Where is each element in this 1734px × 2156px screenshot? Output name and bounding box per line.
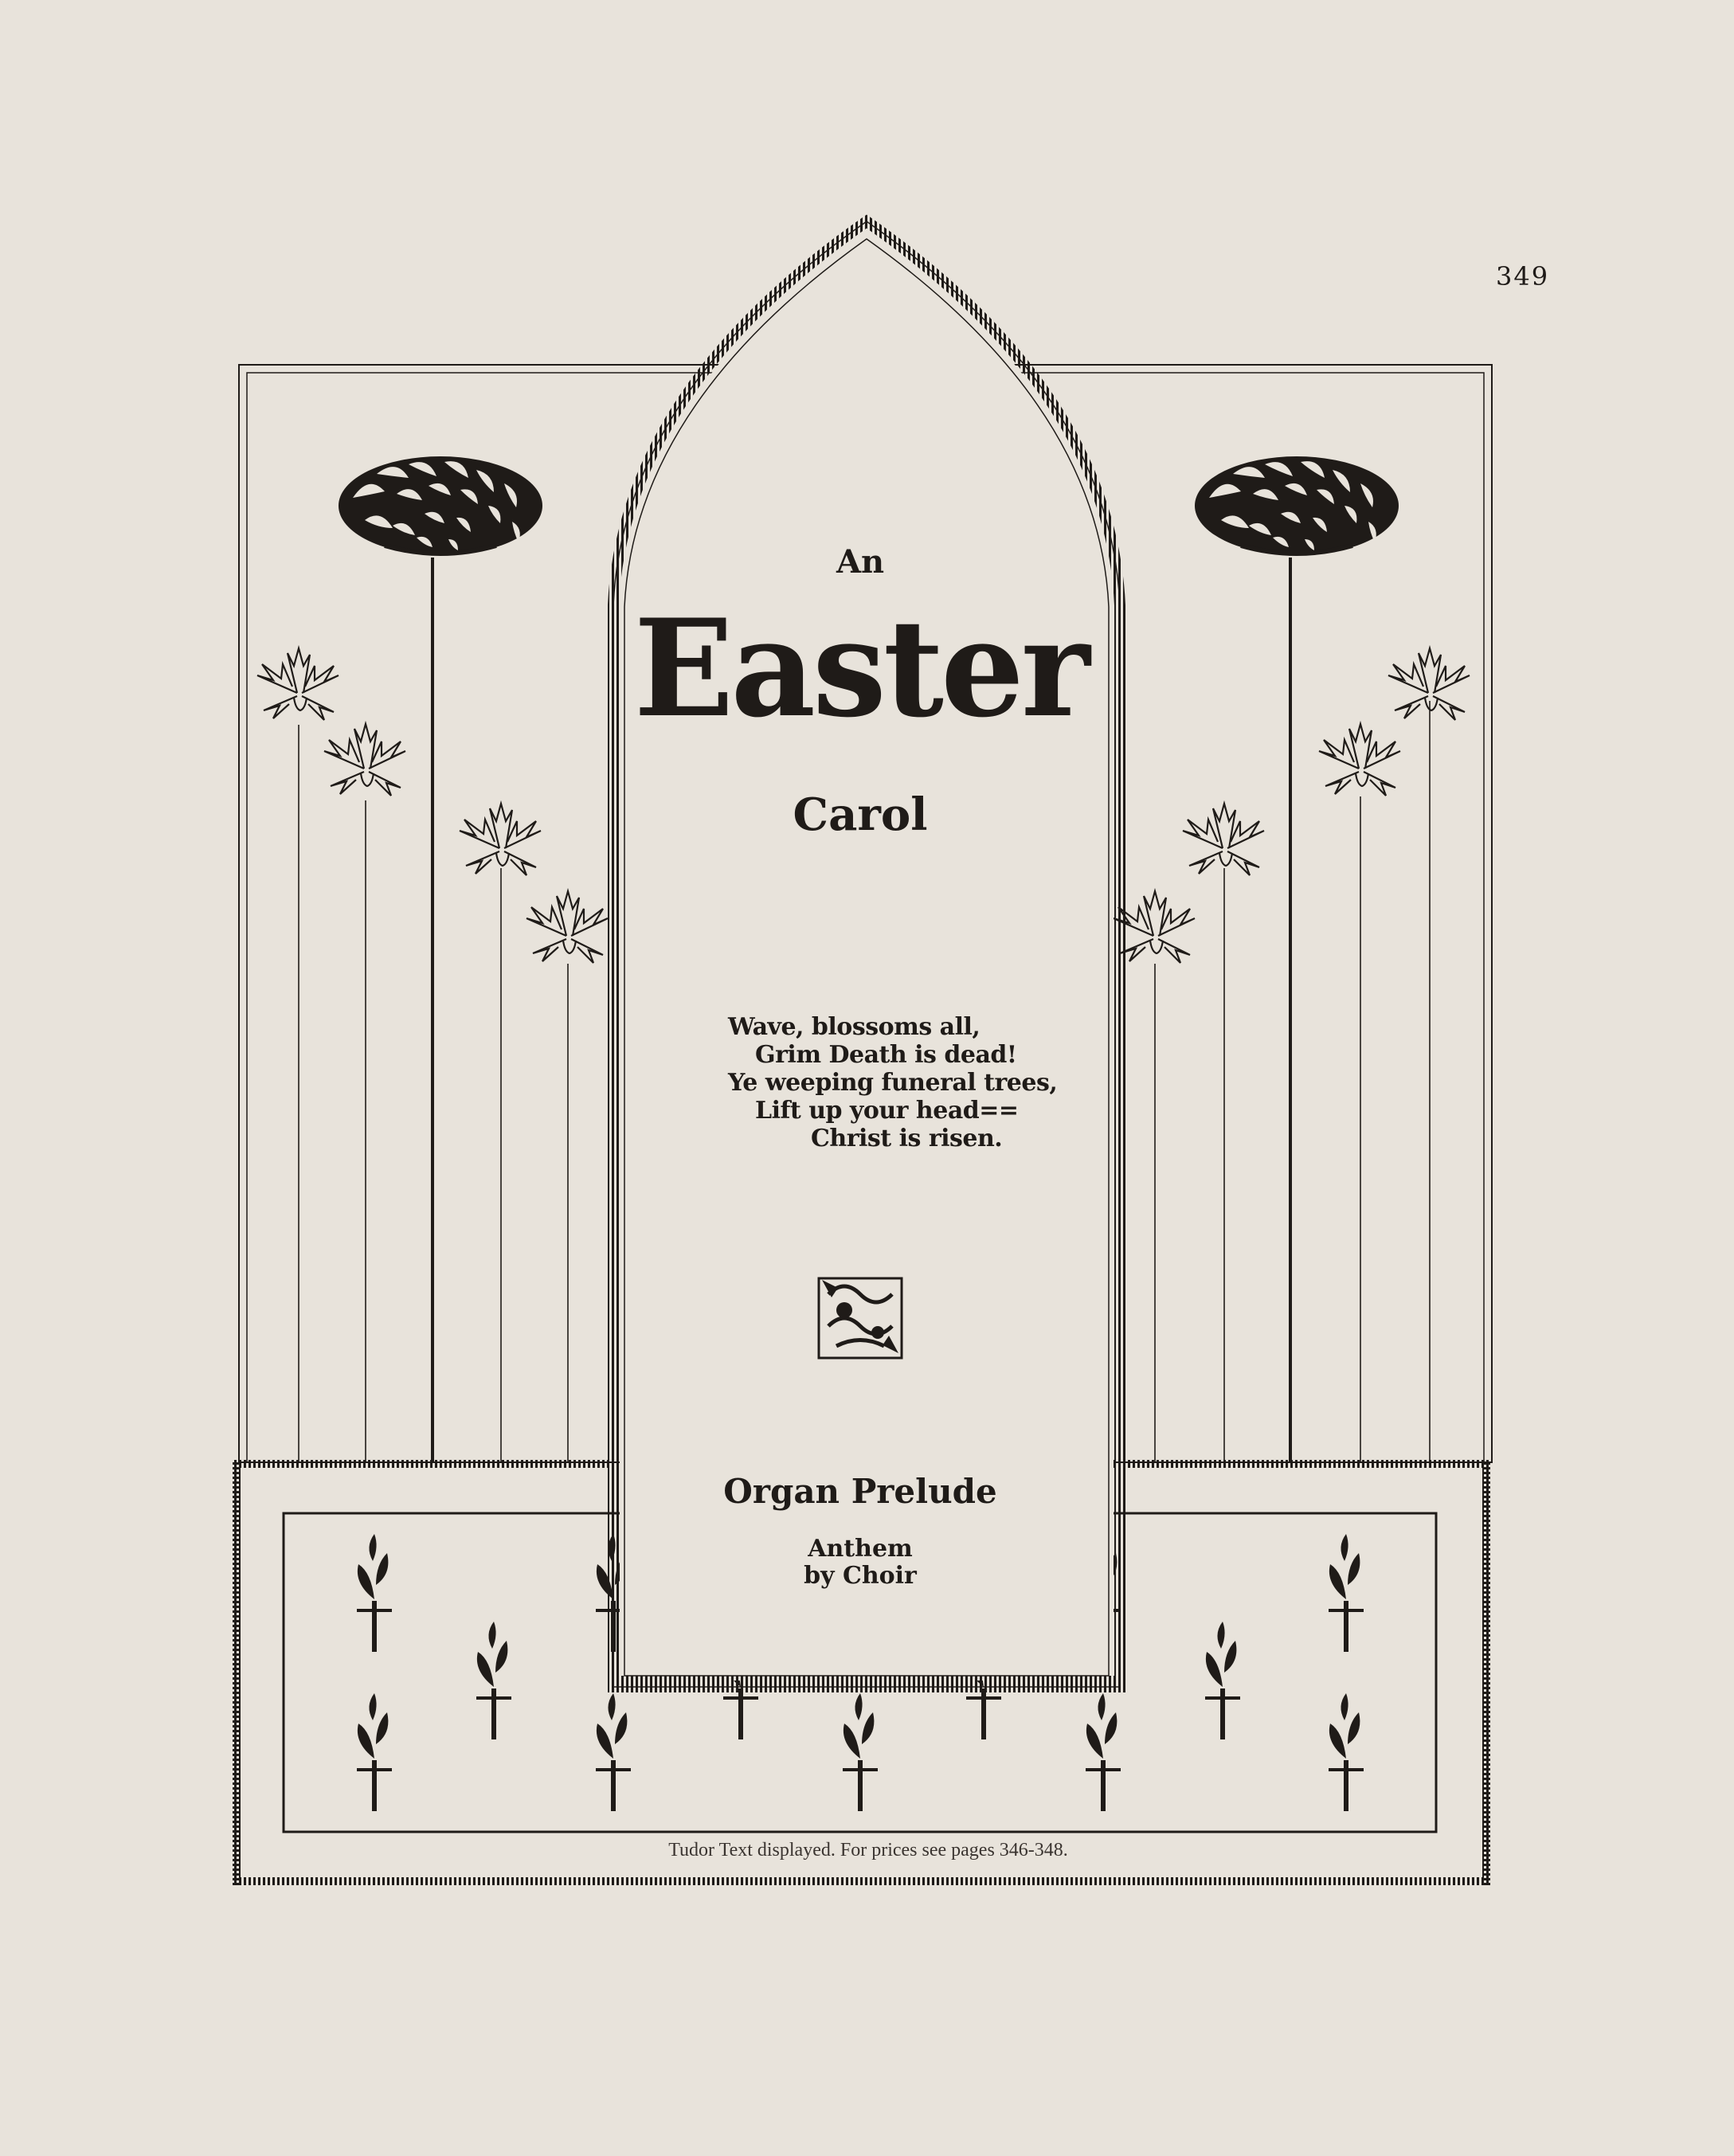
page-title: Easter bbox=[633, 589, 1087, 747]
verse-line: Ye weeping funeral trees, bbox=[728, 1069, 1058, 1097]
program-anthem-line2: by Choir bbox=[804, 1562, 917, 1590]
program-item-organ-prelude: Organ Prelude bbox=[723, 1472, 997, 1511]
verse-line: Christ is risen. bbox=[811, 1125, 1003, 1152]
program-anthem-line1: Anthem bbox=[808, 1535, 913, 1563]
title-post: Carol bbox=[793, 788, 928, 841]
page-number: 349 bbox=[1496, 261, 1550, 292]
verse-line: Lift up your head== bbox=[755, 1097, 1019, 1125]
caption: Tudor Text displayed. For prices see pages 346-348. bbox=[668, 1840, 1068, 1861]
verse-line: Wave, blossoms all, bbox=[728, 1013, 981, 1041]
verse-line: Grim Death is dead! bbox=[755, 1041, 1017, 1069]
chrysanthemum-icon bbox=[339, 456, 542, 555]
chrysanthemum-icon bbox=[1195, 456, 1399, 555]
program-item-anthem bbox=[765, 1536, 956, 1590]
title-pre: An bbox=[836, 543, 885, 581]
